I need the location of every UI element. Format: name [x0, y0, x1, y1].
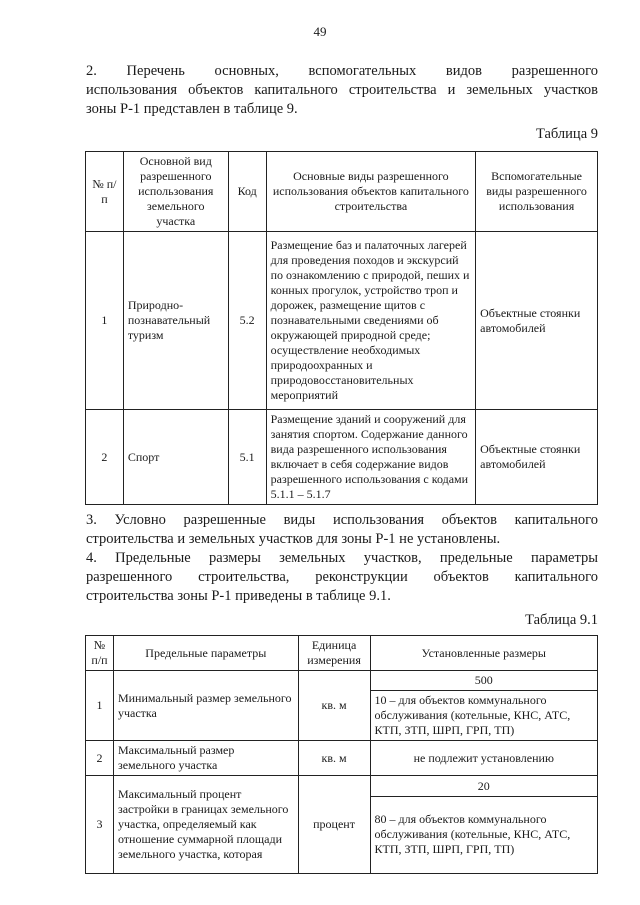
paragraph-line: разрешенного строительства, реконструкции объектов капитального — [86, 569, 598, 585]
row-code: 5.2 — [228, 232, 266, 410]
row-param: Минимальный размер земельного участка — [113, 671, 298, 741]
value-main: 20 — [371, 777, 597, 797]
paragraph-line: использования объектов капитального строительства и земельных участков — [86, 82, 598, 98]
paragraph-3 — [86, 511, 598, 549]
row-unit: кв. м — [298, 671, 370, 741]
row-num: 3 — [86, 776, 114, 874]
row-basic-uses: Размещение зданий и сооружений для занятия спортом. Содержание данного вида разрешенного использования включает в себя содержание видов разрешенного использования с кодами 5.1.1 – 5.1.7 — [266, 410, 476, 505]
paragraph-2 — [86, 62, 598, 119]
paragraph-line: 3. Условно разрешенные виды использования объектов капитального — [86, 512, 598, 528]
row-basic-uses: Размещение баз и палаточных лагерей для проведения походов и экскурсий по ознакомлению с природой, пеших и конных прогулок, устройство троп и дорожек, размещение щитов с познавательными сведениями об окружающей природной среде; осуществление необходимых природоохранных и природовосстановительных мероприятий — [266, 232, 476, 410]
table-row — [86, 671, 598, 741]
paragraph-line: зоны Р-1 представлен в таблице 9. — [86, 101, 298, 117]
paragraph-line: строительства зоны Р-1 приведены в таблице 9.1. — [86, 588, 391, 604]
row-unit: процент — [298, 776, 370, 874]
header-num: № п/п — [86, 152, 124, 232]
header-aux-uses: Вспомогательные виды разрешенного использования — [476, 152, 598, 232]
row-num: 1 — [86, 232, 124, 410]
header-num: № п/п — [86, 636, 114, 671]
table-row — [86, 410, 598, 505]
table-row — [86, 776, 598, 874]
table-header-row — [86, 152, 598, 232]
row-main-use: Спорт — [123, 410, 228, 505]
row-param: Максимальный размер земельного участка — [113, 741, 298, 776]
row-value: не подлежит установлению — [370, 741, 597, 776]
value-note: 80 – для объектов коммунального обслуживания (котельные, КНС, АТС, КТП, ЗТП, ШРП, ГРП, ТП) — [374, 812, 571, 856]
paragraph-line: строительства и земельных участков для зоны Р-1 не установлены. — [86, 531, 501, 547]
row-param: Максимальный процент застройки в границах земельного участка, определяемый как отношение суммарной площади земельного участка, которая — [113, 776, 298, 874]
header-main-use: Основной вид разрешенного использования земельного участка — [123, 152, 228, 232]
paragraph-line: 4. Предельные размеры земельных участков, предельные параметры — [86, 550, 598, 566]
row-values — [370, 671, 597, 741]
header-basic-uses: Основные виды разрешенного использования объектов капитального строительства — [266, 152, 476, 232]
values-subtable — [371, 777, 597, 873]
row-num: 1 — [86, 671, 114, 741]
value-main: 500 — [371, 671, 597, 691]
header-values: Установленные размеры — [370, 636, 597, 671]
row-aux-uses: Объектные стоянки автомобилей — [476, 410, 598, 505]
value-note: 10 – для объектов коммунального обслуживания (котельные, КНС, АТС, КТП, ЗТП, ШРП, ГРП, ТП) — [374, 693, 571, 737]
table-9 — [85, 151, 598, 505]
row-main-use: Природно-познавательный туризм — [123, 232, 228, 410]
row-unit: кв. м — [298, 741, 370, 776]
table-9-1-caption: Таблица 9.1 — [525, 612, 598, 628]
paragraph-4 — [86, 549, 598, 606]
table-9-1 — [85, 635, 598, 874]
row-code: 5.1 — [228, 410, 266, 505]
header-code: Код — [228, 152, 266, 232]
page-number: 49 — [313, 24, 327, 39]
table-9-caption: Таблица 9 — [535, 126, 598, 142]
table-header-row — [86, 636, 598, 671]
paragraph-line: 2. Перечень основных, вспомогательных видов разрешенного — [86, 63, 598, 79]
table-row — [86, 232, 598, 410]
row-values — [370, 776, 597, 874]
values-subtable — [371, 671, 597, 740]
row-aux-uses: Объектные стоянки автомобилей — [476, 232, 598, 410]
header-params: Предельные параметры — [113, 636, 298, 671]
header-unit: Единица измерения — [298, 636, 370, 671]
table-row — [86, 741, 598, 776]
row-num: 2 — [86, 410, 124, 505]
row-num: 2 — [86, 741, 114, 776]
